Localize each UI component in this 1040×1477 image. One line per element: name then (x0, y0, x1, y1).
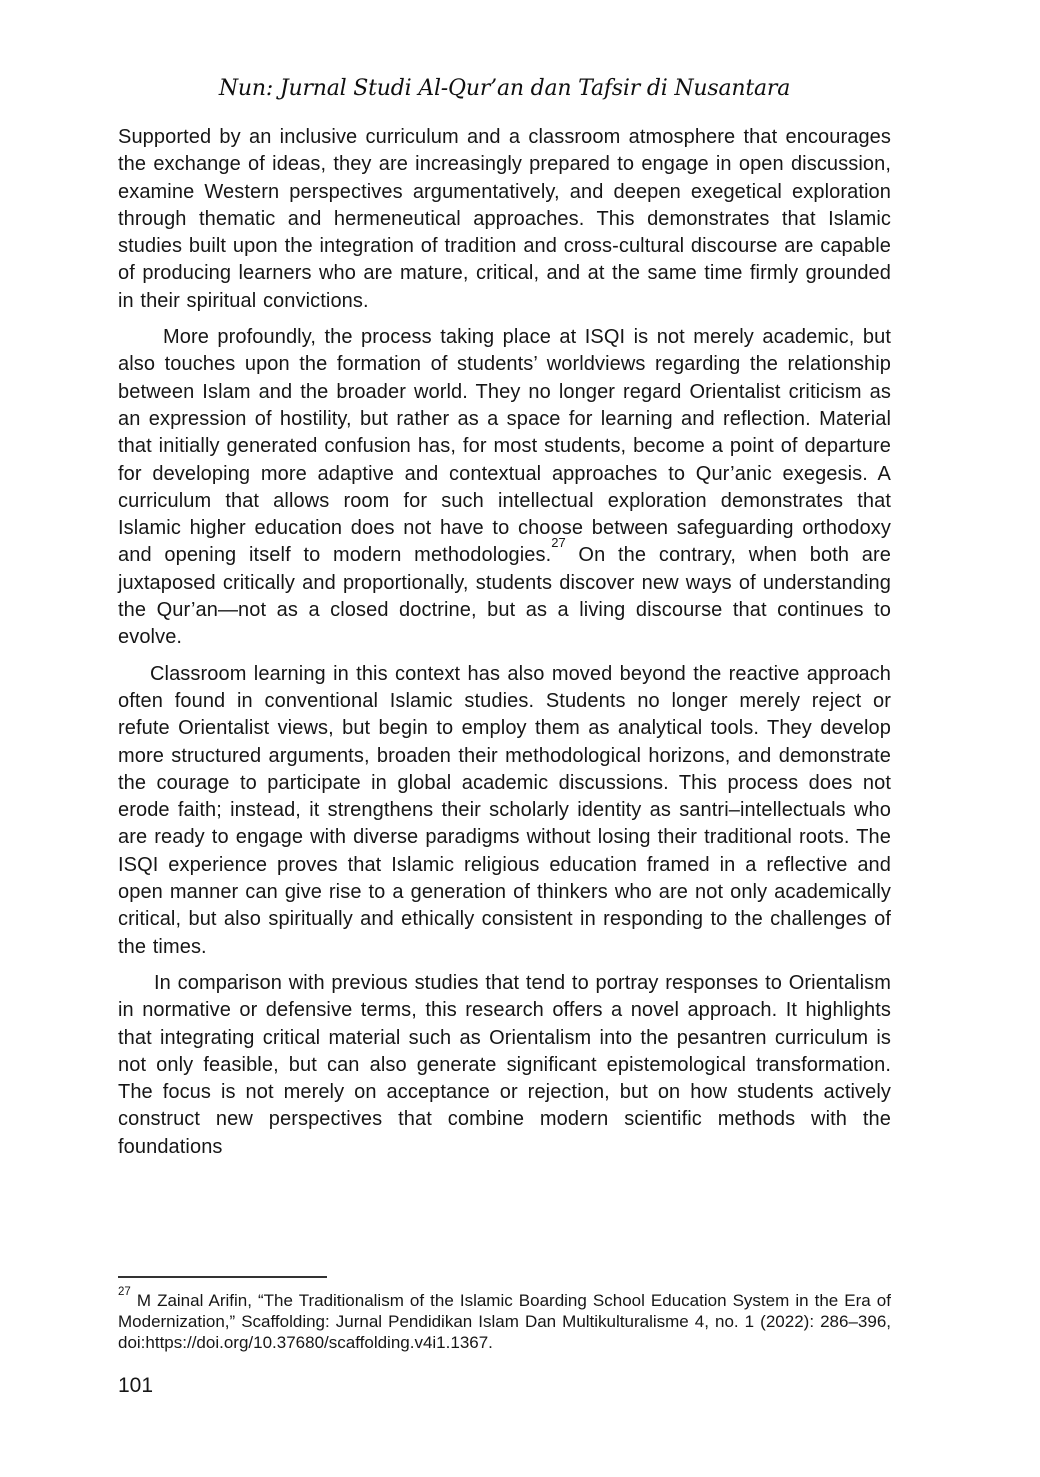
body-paragraph: Classroom learning in this context has also moved beyond the reactive approach often found in conventional Islamic studies. Students no longer merely reject or refute Orientalist views, but begin to employ them as analytical tools. They develop more structured arguments, broaden their methodological horizons, and demonstrate the courage to participate in global academic discussions. This process does not erode faith; instead, it strengthens their scholarly identity as santri–intellectuals who are ready to engage with diverse paradigms without losing their traditional roots. The ISQI experience proves that Islamic religious education framed in a reflective and open manner can give rise to a generation of thinkers who are not only academically critical, but also spiritually and ethically consistent in responding to the challenges of the times. (118, 662, 891, 958)
body-paragraph: More profoundly, the process taking place at ISQI is not merely academic, but also touches upon the formation of students’ worldviews regarding the relationship between Islam and the broader world. They no longer regard Orientalist criticism as an expression of hostility, but rather as a space for learning and reflection. Material that initially generated confusion has, for most students, become a point of departure for developing more adaptive and contextual approaches to Qur’anic exegesis. A curriculum that allows room for such intellectual exploration demonstrates that Islamic higher education does not have to choose between safeguarding orthodoxy and opening itself to modern methodologies.$^{27}$ On the contrary, when both are juxtaposed critically and proportionally, students discover new ways of understanding the Qur’an—not as a closed doctrine, but as a living discourse that continues to evolve. (118, 326, 891, 649)
footnote-area (118, 1276, 891, 1353)
page-number: 101 (118, 1374, 154, 1397)
footnote-marker: 27 (118, 1285, 131, 1298)
footnote-separator (118, 1276, 327, 1278)
body-paragraph: Supported by an inclusive curriculum and a classroom atmosphere that encourages the exchange of ideas, they are increasingly prepared to engage in open discussion, examine Western perspectives argumentatively, and deepen exegetical exploration through thematic and hermeneutical approaches. This demonstrates that Islamic studies built upon the integration of tradition and cross-cultural discourse are capable of producing learners who are mature, critical, and at the same time firmly grounded in their spiritual convictions. (118, 126, 891, 312)
footnote-text: M Zainal Arifin, “The Traditionalism of the Islamic Boarding School Education System in the Era of Modernization,” Scaffolding: Jurnal Pendidikan Islam Dan Multikulturalisme 4, no. 1 (2022): 286–396, doi:https://doi.org/10.37680/scaffolding.v4i1.1367. (118, 1291, 891, 1352)
body-paragraph: In comparison with previous studies that tend to portray responses to Orientalism in normative or defensive terms, this research offers a novel approach. It highlights that integrating critical material such as Orientalism into the pesantren curriculum is not only feasible, but can also generate significant epistemological transformation. The focus is not merely on acceptance or rejection, but on how students actively construct new perspectives that combine modern scientific methods with the foundations (118, 971, 891, 1158)
footnote-reference: 27 (551, 534, 566, 550)
footnote (118, 1285, 891, 1353)
body-text (118, 124, 891, 1161)
journal-running-head: Nun: Jurnal Studi Al-Qur’an dan Tafsir di Nusantara (218, 76, 791, 101)
